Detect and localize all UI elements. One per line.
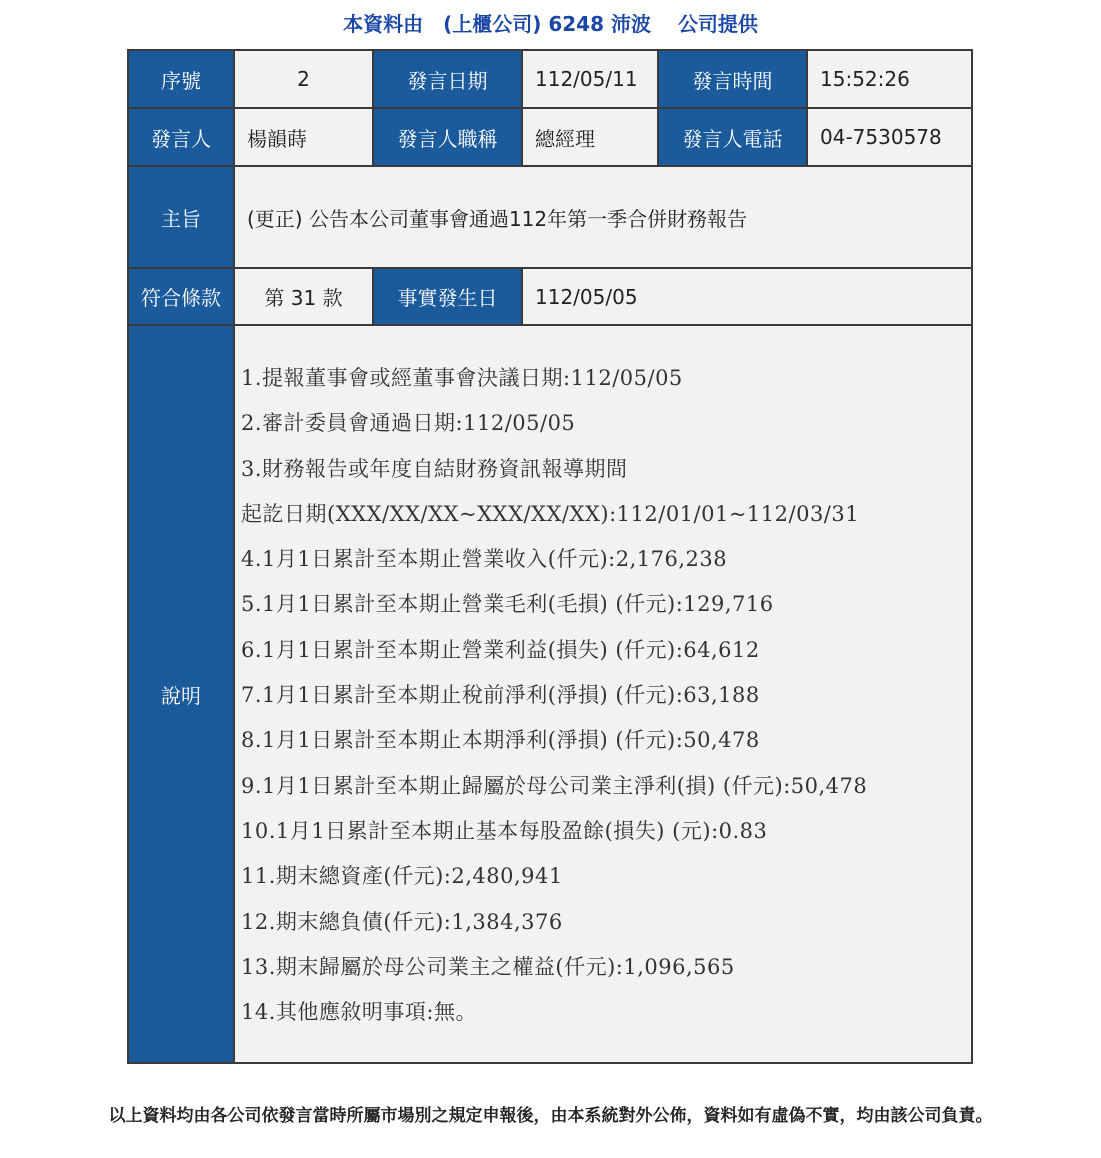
clause-value: 第 31 款 (234, 268, 373, 325)
description-item: 3.財務報告或年度自結財務資訊報導期間 (241, 456, 628, 481)
speaker-title-label: 發言人職稱 (373, 108, 522, 166)
description-item: 1.提報董事會或經董事會決議日期:112/05/05 (241, 366, 683, 390)
disclaimer-note: 以上資料均由各公司依發言當時所屬市場別之規定申報後，由本系統對外公佈，資料如有虛偽不實，均由該公司負責。 (108, 1106, 993, 1126)
speaker-phone-label: 發言人電話 (658, 108, 807, 166)
description-item: 14.其他應敘明事項:無。 (241, 1000, 477, 1025)
description-cell (234, 325, 972, 1063)
event-date-label: 事實發生日 (373, 268, 522, 325)
event-date-value: 112/05/05 (522, 268, 972, 325)
table-row (128, 325, 972, 1063)
seq-label: 序號 (128, 50, 234, 108)
date-value: 112/05/11 (522, 50, 658, 108)
description-item: 10.1月1日累計至本期止基本每股盈餘(損失) (元):0.83 (241, 818, 768, 843)
date-label: 發言日期 (373, 50, 522, 108)
speaker-phone-value: 04-7530578 (807, 108, 972, 166)
description-item: 12.期末總負債(仟元):1,384,376 (241, 909, 563, 934)
speaker-label: 發言人 (128, 108, 234, 166)
description-list (235, 326, 971, 1043)
announcement-table (127, 49, 973, 1064)
description-item: 2.審計委員會通過日期:112/05/05 (241, 411, 576, 436)
description-item: 5.1月1日累計至本期止營業毛利(毛損) (仟元):129,716 (241, 592, 774, 617)
time-value: 15:52:26 (807, 50, 972, 108)
subject-value: (更正) 公告本公司董事會通過112年第一季合併財務報告 (234, 166, 972, 268)
speaker-value: 楊韻蒔 (234, 108, 373, 166)
description-item: 起訖日期(XXX/XX/XX~XXX/XX/XX):112/01/01~112/03/31 (241, 501, 860, 526)
table-row (128, 108, 972, 166)
clause-label: 符合條款 (128, 268, 234, 325)
table-row (128, 268, 972, 325)
time-label: 發言時間 (658, 50, 807, 108)
description-item: 7.1月1日累計至本期止稅前淨利(淨損) (仟元):63,188 (241, 683, 760, 708)
speaker-title-value: 總經理 (522, 108, 658, 166)
table-row (128, 50, 972, 108)
page-title: 本資料由 (上櫃公司) 6248 沛波 公司提供 (343, 12, 758, 36)
description-item: 4.1月1日累計至本期止營業收入(仟元):2,176,238 (241, 547, 728, 572)
description-item: 8.1月1日累計至本期止本期淨利(淨損) (仟元):50,478 (241, 728, 760, 753)
description-label: 說明 (128, 325, 234, 1063)
seq-value: 2 (234, 50, 373, 108)
description-item: 13.期末歸屬於母公司業主之權益(仟元):1,096,565 (241, 954, 735, 979)
table-row (128, 166, 972, 268)
description-item: 6.1月1日累計至本期止營業利益(損失) (仟元):64,612 (241, 637, 760, 662)
description-item: 9.1月1日累計至本期止歸屬於母公司業主淨利(損) (仟元):50,478 (241, 773, 868, 798)
description-item: 11.期末總資產(仟元):2,480,941 (241, 864, 563, 889)
subject-label: 主旨 (128, 166, 234, 268)
